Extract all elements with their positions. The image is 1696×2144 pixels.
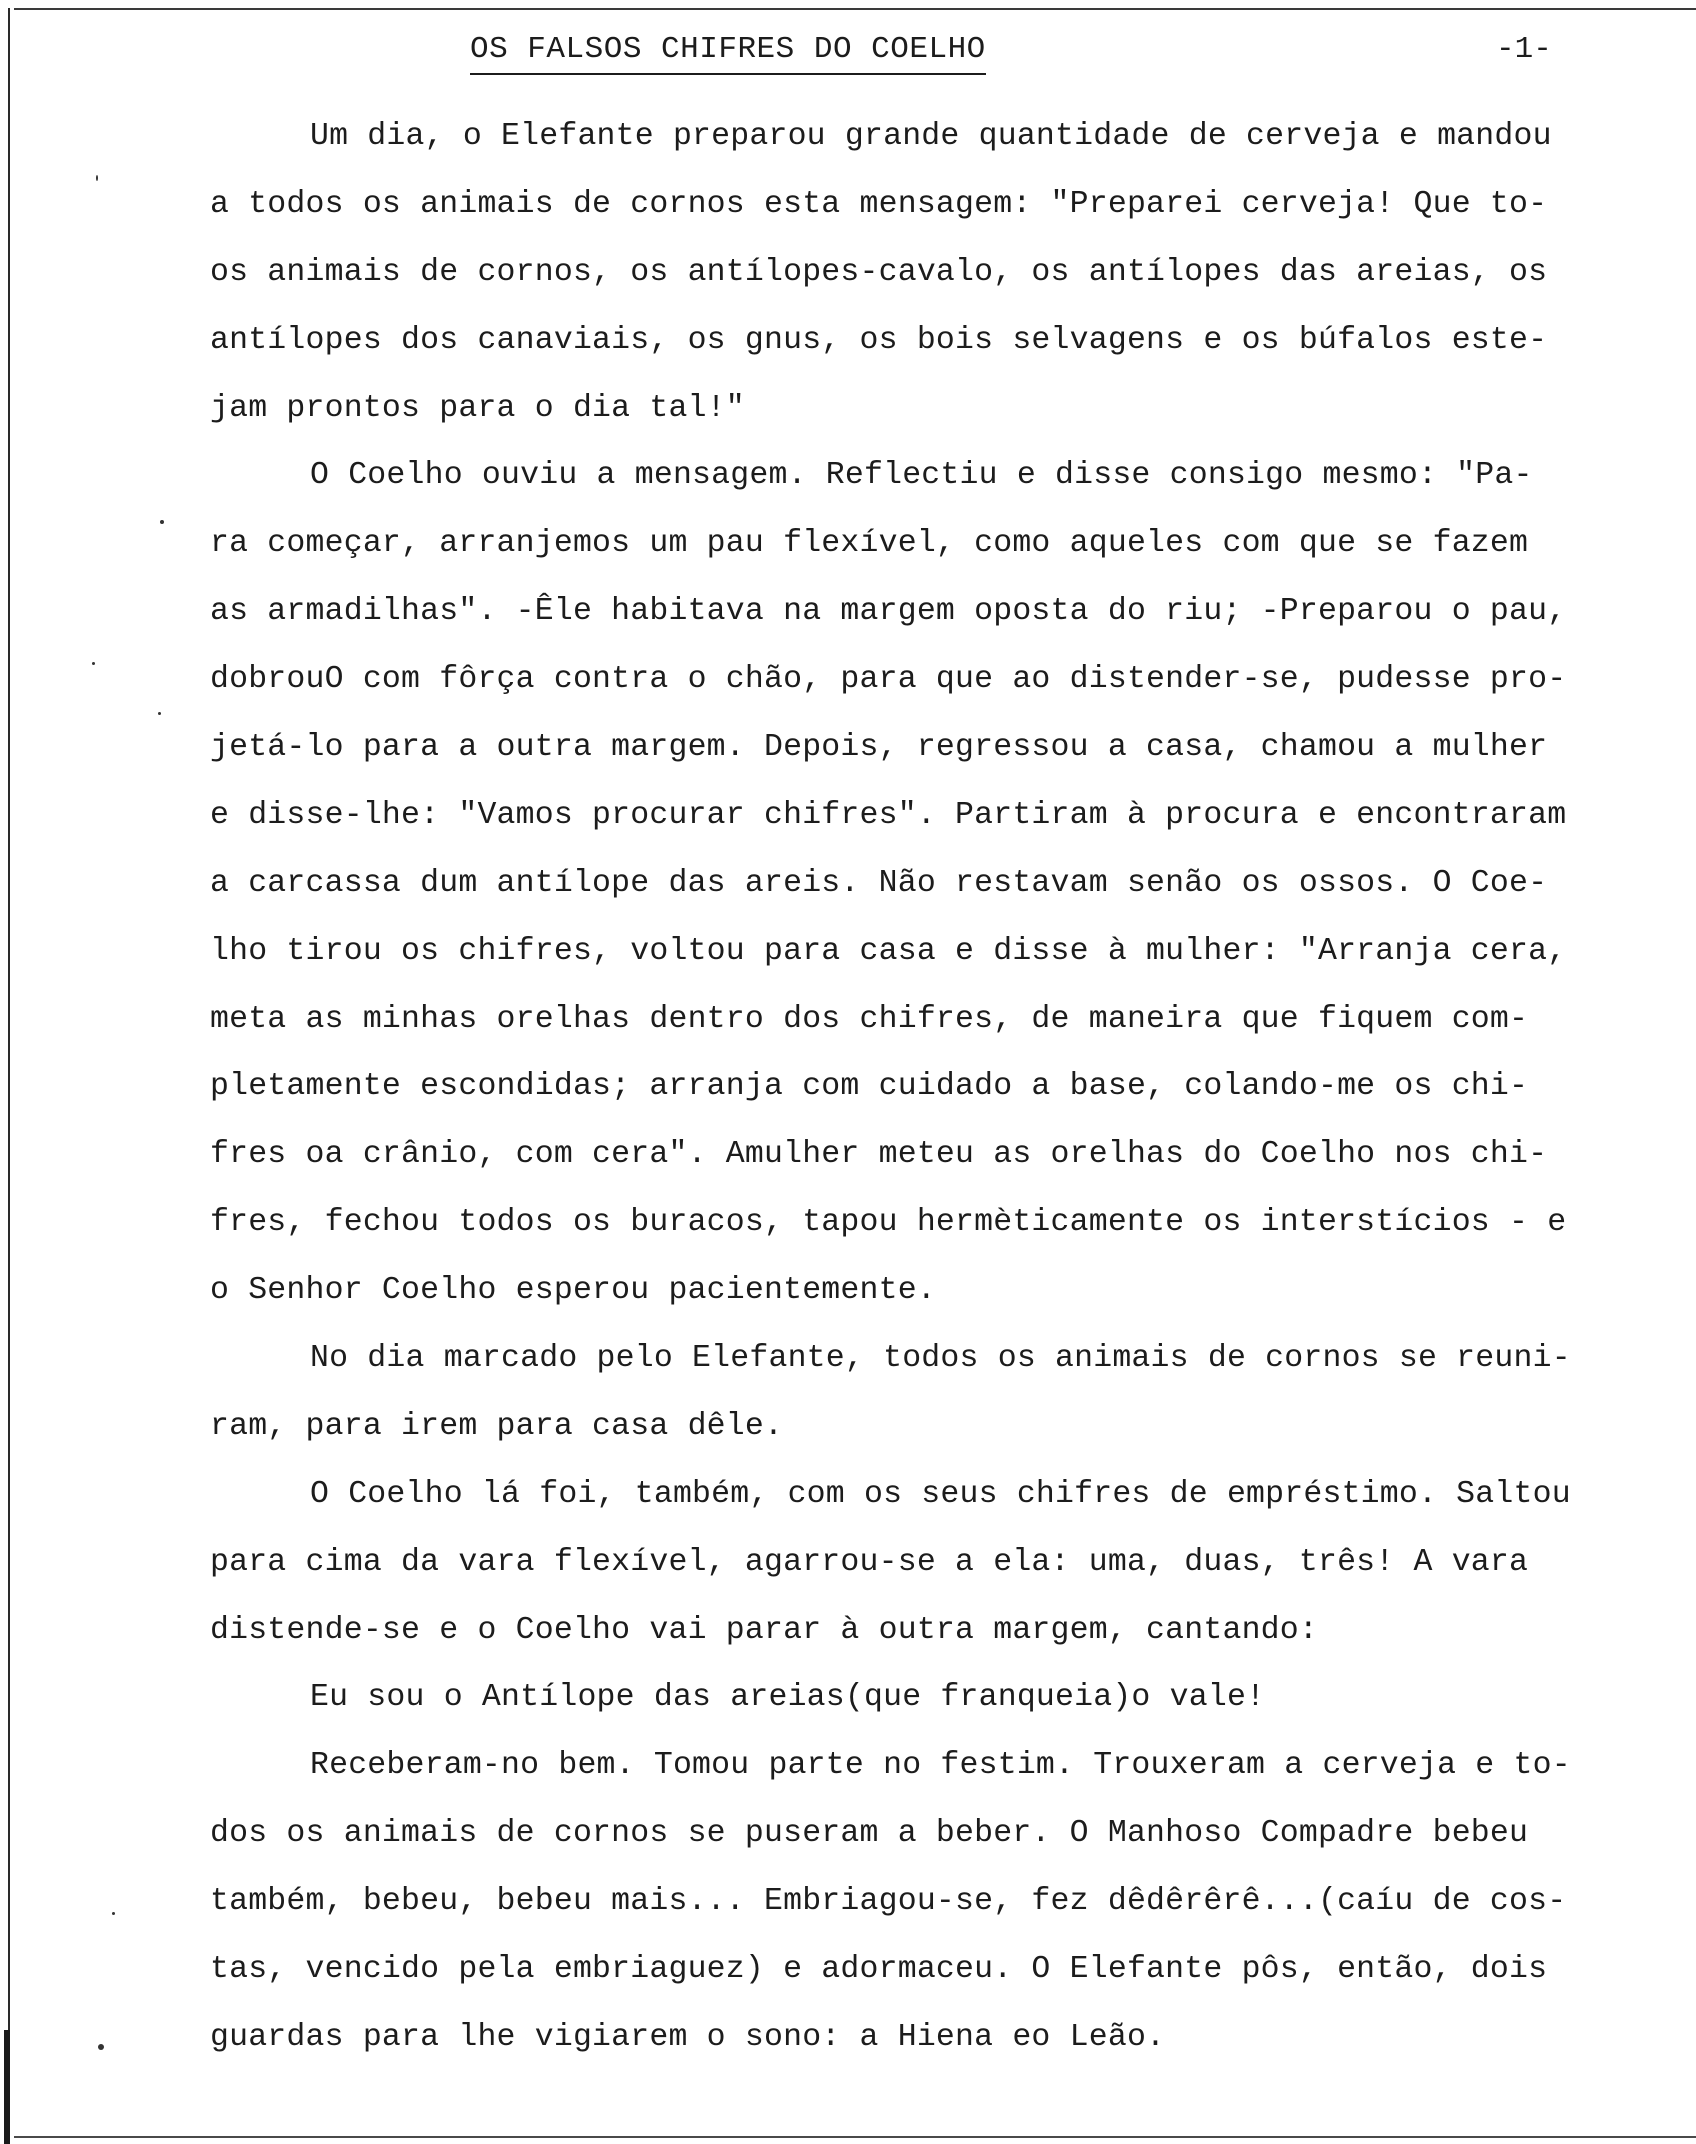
text-line: para cima da vara flexível, agarrou-se a ela: uma, duas, três! A vara	[210, 1544, 1529, 1580]
scan-speck	[98, 2044, 104, 2050]
text-line: pletamente escondidas; arranja com cuidado a base, colando-me os chi-	[210, 1069, 1529, 1105]
text-line: a todos os animais de cornos esta mensagem: "Preparei cerveja! Que to-	[210, 186, 1548, 222]
text-line: jetá-lo para a outra margem. Depois, regressou a casa, chamou a mulher	[210, 730, 1548, 766]
text-line: No dia marcado pelo Elefante, todos os animais de cornos se reuni-	[310, 1341, 1571, 1377]
text-line: O Coelho lá foi, também, com os seus chifres de empréstimo. Saltou	[310, 1476, 1571, 1512]
text-line: guardas para lhe vigiarem o sono: a Hiena eo Leão.	[210, 2019, 1166, 2055]
scan-speck	[160, 520, 164, 524]
scan-speck	[96, 175, 98, 181]
scan-speck	[158, 712, 161, 715]
text-line: fres oa crânio, com cera". Amulher meteu as orelhas do Coelho nos chi-	[210, 1137, 1548, 1173]
text-line: meta as minhas orelhas dentro dos chifres, de maneira que fiquem com-	[210, 1001, 1529, 1037]
text-line: jam prontos para o dia tal!"	[210, 390, 745, 426]
text-line: dos os animais de cornos se puseram a beber. O Manhoso Compadre bebeu	[210, 1816, 1529, 1852]
text-line: também, bebeu, bebeu mais... Embriagou-se, fez dêdêrêrê...(caíu de cos-	[210, 1884, 1567, 1920]
story-text	[210, 111, 1670, 2080]
page-number: -1-	[1496, 32, 1552, 67]
text-line: fres, fechou todos os buracos, tapou hermèticamente os interstícios - e	[210, 1205, 1567, 1241]
page-border-bottom	[14, 2136, 1696, 2138]
scan-speck	[112, 1912, 115, 1915]
text-line: Um dia, o Elefante preparou grande quantidade de cerveja e mandou	[310, 119, 1552, 154]
text-line: Receberam-no bem. Tomou parte no festim. Trouxeram a cerveja e to-	[310, 1748, 1571, 1784]
text-line: os animais de cornos, os antílopes-cavalo, os antílopes das areias, os	[210, 254, 1548, 290]
text-line: antílopes dos canaviais, os gnus, os bois selvagens e os búfalos este-	[210, 322, 1548, 358]
text-line: e disse-lhe: "Vamos procurar chifres". Partiram à procura e encontraram	[210, 797, 1567, 833]
text-line: o Senhor Coelho esperou pacientemente.	[210, 1273, 936, 1309]
text-line: lho tirou os chifres, voltou para casa e disse à mulher: "Arranja cera,	[210, 933, 1567, 969]
text-line: a carcassa dum antílope das areis. Não restavam senão os ossos. O Coe-	[210, 865, 1548, 901]
page-border-left	[8, 8, 10, 2144]
text-line: ra começar, arranjemos um pau flexível, como aqueles com que se fazem	[210, 526, 1529, 562]
text-line: dobrouO com fôrça contra o chão, para que ao distender-se, pudesse pro-	[210, 662, 1567, 698]
song-line: Eu sou o Antílope das areias(que franqueia)o vale!	[310, 1680, 1266, 1716]
text-line: tas, vencido pela embriaguez) e adormaceu. O Elefante pôs, então, dois	[210, 1952, 1548, 1988]
text-line: ram, para irem para casa dêle.	[210, 1408, 784, 1444]
text-line: O Coelho ouviu a mensagem. Reflectiu e disse consigo mesmo: "Pa-	[310, 458, 1533, 494]
scan-speck	[92, 662, 95, 665]
page-border-left-heavy	[4, 2030, 10, 2144]
text-line: distende-se e o Coelho vai parar à outra margem, cantando:	[210, 1612, 1318, 1648]
page-border-top	[14, 8, 1696, 10]
document-title: OS FALSOS CHIFRES DO COELHO	[470, 32, 986, 75]
text-line: as armadilhas". -Êle habitava na margem oposta do riu; -Preparou o pau,	[210, 594, 1567, 630]
